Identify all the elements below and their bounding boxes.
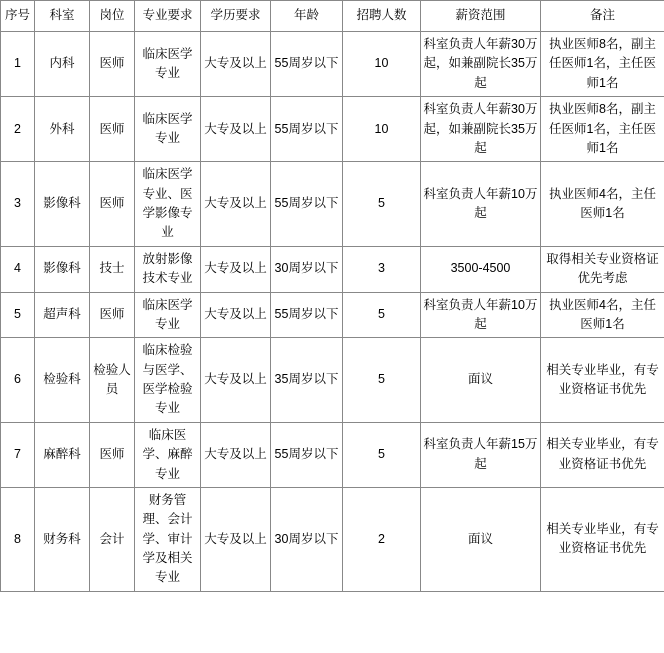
table-row bbox=[1, 292, 664, 338]
cell-education: 大专及以上 bbox=[201, 246, 271, 292]
cell-age: 55周岁以下 bbox=[271, 292, 343, 338]
cell-major: 临床医学专业 bbox=[135, 97, 201, 162]
cell-note: 执业医师8名，副主任医师1名，主任医师1名 bbox=[541, 97, 664, 162]
cell-post: 医师 bbox=[90, 32, 135, 97]
cell-major: 临床医学专业、医学影像专业 bbox=[135, 162, 201, 247]
cell-note: 取得相关专业资格证优先考虑 bbox=[541, 246, 664, 292]
cell-note: 执业医师8名，副主任医师1名，主任医师1名 bbox=[541, 32, 664, 97]
cell-dept: 麻醉科 bbox=[35, 422, 90, 487]
cell-dept: 外科 bbox=[35, 97, 90, 162]
cell-count: 5 bbox=[343, 338, 421, 423]
column-header-no: 序号 bbox=[1, 1, 35, 32]
cell-note: 执业医师4名，主任医师1名 bbox=[541, 292, 664, 338]
cell-age: 30周岁以下 bbox=[271, 246, 343, 292]
cell-education: 大专及以上 bbox=[201, 32, 271, 97]
table-row bbox=[1, 487, 664, 591]
cell-age: 35周岁以下 bbox=[271, 338, 343, 423]
cell-post: 检验人员 bbox=[90, 338, 135, 423]
table-row bbox=[1, 162, 664, 247]
cell-no: 2 bbox=[1, 97, 35, 162]
cell-age: 55周岁以下 bbox=[271, 32, 343, 97]
cell-post: 技士 bbox=[90, 246, 135, 292]
cell-note: 相关专业毕业，有专业资格证书优先 bbox=[541, 338, 664, 423]
cell-age: 55周岁以下 bbox=[271, 162, 343, 247]
cell-dept: 影像科 bbox=[35, 162, 90, 247]
cell-count: 10 bbox=[343, 32, 421, 97]
cell-salary: 面议 bbox=[421, 487, 541, 591]
column-header-major: 专业要求 bbox=[135, 1, 201, 32]
cell-dept: 超声科 bbox=[35, 292, 90, 338]
cell-note: 相关专业毕业，有专业资格证书优先 bbox=[541, 422, 664, 487]
cell-count: 5 bbox=[343, 162, 421, 247]
cell-salary: 科室负责人年薪10万起 bbox=[421, 292, 541, 338]
table-header-row bbox=[1, 1, 664, 32]
cell-no: 6 bbox=[1, 338, 35, 423]
cell-major: 临床检验与医学、医学检验专业 bbox=[135, 338, 201, 423]
cell-count: 10 bbox=[343, 97, 421, 162]
cell-major: 临床医学专业 bbox=[135, 32, 201, 97]
cell-count: 5 bbox=[343, 422, 421, 487]
cell-major: 放射影像技术专业 bbox=[135, 246, 201, 292]
cell-no: 1 bbox=[1, 32, 35, 97]
cell-salary: 科室负责人年薪30万起，如兼副院长35万起 bbox=[421, 97, 541, 162]
column-header-note: 备注 bbox=[541, 1, 664, 32]
cell-dept: 检验科 bbox=[35, 338, 90, 423]
cell-no: 8 bbox=[1, 487, 35, 591]
cell-post: 医师 bbox=[90, 422, 135, 487]
column-header-education: 学历要求 bbox=[201, 1, 271, 32]
cell-count: 3 bbox=[343, 246, 421, 292]
cell-dept: 财务科 bbox=[35, 487, 90, 591]
cell-note: 执业医师4名，主任医师1名 bbox=[541, 162, 664, 247]
cell-education: 大专及以上 bbox=[201, 162, 271, 247]
cell-salary: 3500-4500 bbox=[421, 246, 541, 292]
column-header-count: 招聘人数 bbox=[343, 1, 421, 32]
cell-age: 55周岁以下 bbox=[271, 97, 343, 162]
cell-education: 大专及以上 bbox=[201, 487, 271, 591]
cell-no: 3 bbox=[1, 162, 35, 247]
cell-major: 财务管理、会计学、审计学及相关专业 bbox=[135, 487, 201, 591]
cell-no: 4 bbox=[1, 246, 35, 292]
cell-note: 相关专业毕业，有专业资格证书优先 bbox=[541, 487, 664, 591]
column-header-dept: 科室 bbox=[35, 1, 90, 32]
cell-post: 会计 bbox=[90, 487, 135, 591]
cell-dept: 内科 bbox=[35, 32, 90, 97]
table-row bbox=[1, 97, 664, 162]
table-row bbox=[1, 32, 664, 97]
cell-no: 5 bbox=[1, 292, 35, 338]
cell-education: 大专及以上 bbox=[201, 338, 271, 423]
cell-dept: 影像科 bbox=[35, 246, 90, 292]
cell-salary: 科室负责人年薪10万起 bbox=[421, 162, 541, 247]
cell-education: 大专及以上 bbox=[201, 292, 271, 338]
table-row bbox=[1, 338, 664, 423]
cell-salary: 科室负责人年薪30万起，如兼副院长35万起 bbox=[421, 32, 541, 97]
cell-major: 临床医学专业 bbox=[135, 292, 201, 338]
column-header-age: 年龄 bbox=[271, 1, 343, 32]
cell-post: 医师 bbox=[90, 97, 135, 162]
table-row bbox=[1, 246, 664, 292]
cell-education: 大专及以上 bbox=[201, 422, 271, 487]
cell-post: 医师 bbox=[90, 292, 135, 338]
cell-post: 医师 bbox=[90, 162, 135, 247]
cell-age: 30周岁以下 bbox=[271, 487, 343, 591]
cell-education: 大专及以上 bbox=[201, 97, 271, 162]
cell-salary: 科室负责人年薪15万起 bbox=[421, 422, 541, 487]
cell-count: 2 bbox=[343, 487, 421, 591]
cell-no: 7 bbox=[1, 422, 35, 487]
cell-major: 临床医学、麻醉专业 bbox=[135, 422, 201, 487]
column-header-salary: 薪资范围 bbox=[421, 1, 541, 32]
column-header-post: 岗位 bbox=[90, 1, 135, 32]
table-body bbox=[1, 32, 664, 592]
cell-age: 55周岁以下 bbox=[271, 422, 343, 487]
cell-salary: 面议 bbox=[421, 338, 541, 423]
table-row bbox=[1, 422, 664, 487]
cell-count: 5 bbox=[343, 292, 421, 338]
